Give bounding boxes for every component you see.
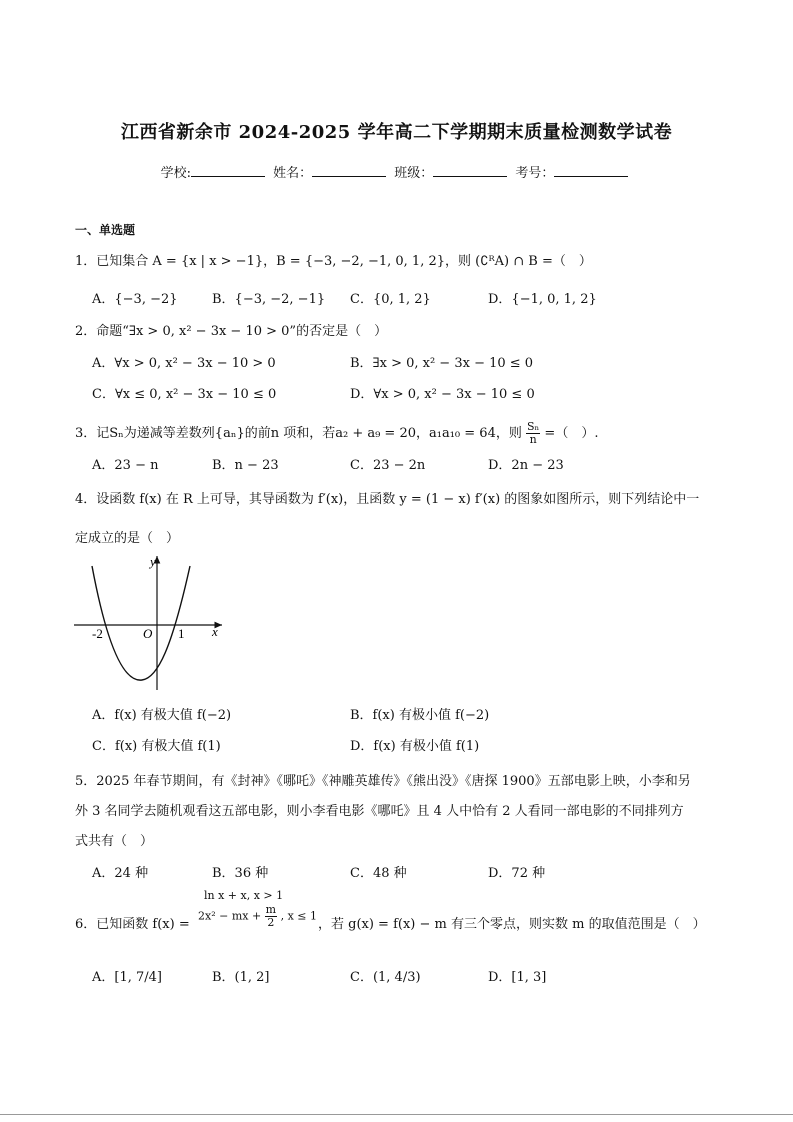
q4-option-a[interactable]: A．f(x) 有极大值 f(−2) xyxy=(92,708,232,723)
q4-option-b[interactable]: B．f(x) 有极小值 f(−2) xyxy=(350,708,490,723)
q4-function-graph xyxy=(70,552,230,692)
tick-label-neg2: -2 xyxy=(92,626,103,641)
question-4-stem-line1: 4．设函数 f(x) 在 R 上可导，其导函数为 f′(x)，且函数 y = (1 − x) f′(x) 的图象如图所示，则下列结论中一 xyxy=(75,492,700,507)
q6-frac-den: 2 xyxy=(267,916,275,929)
x-axis-label: x xyxy=(212,624,218,639)
school-label: 学校: xyxy=(160,166,191,181)
q1-option-c[interactable]: C．{0, 1, 2} xyxy=(350,292,431,307)
question-5-stem-line2: 外 3 名同学去随机观看这五部电影，则小李看电影《哪吒》且 4 人中恰有 2 人看同一部电影的不同排列方 xyxy=(75,804,684,819)
page-bottom-divider xyxy=(0,1114,793,1115)
q3-frac-den: n xyxy=(529,433,537,446)
name-field[interactable] xyxy=(312,164,386,177)
student-info-row xyxy=(0,162,793,181)
y-axis-label: y xyxy=(150,554,156,569)
q3-stem-end: =（ ）. xyxy=(544,426,599,441)
question-2-stem: 2．命题“∃x > 0, x² − 3x − 10 > 0”的否定是（ ） xyxy=(75,324,388,339)
school-field[interactable] xyxy=(191,164,265,177)
q6-option-a[interactable]: A．[1, 7/4] xyxy=(92,970,162,985)
exam-no-field[interactable] xyxy=(554,164,628,177)
class-label: 班级： xyxy=(394,166,434,181)
q3-option-b[interactable]: B．n − 23 xyxy=(212,458,279,473)
q6-piece-1: ln x + x, x > 1 xyxy=(204,889,284,902)
q3-stem-text: 3．记Sₙ为递减等差数列{aₙ}的前n 项和，若a₂ + a₉ = 20，a₁a₁₀ = 64，则 xyxy=(75,426,522,441)
question-5-stem-line1: 5．2025 年春节期间，有《封神》《哪吒》《神雕英雄传》《熊出没》《唐探 1900》五部电影上映，小李和另 xyxy=(75,774,691,789)
name-label: 姓名： xyxy=(273,166,313,181)
q6-option-b[interactable]: B．(1, 2] xyxy=(212,970,270,985)
question-3-stem xyxy=(75,421,598,446)
question-6-stem-start: 6．已知函数 f(x) = xyxy=(75,917,190,932)
q3-frac-num: Sₙ xyxy=(526,420,540,433)
q5-option-a[interactable]: A．24 种 xyxy=(92,866,149,881)
section-title: 一、单选题 xyxy=(75,223,136,237)
q5-option-c[interactable]: C．48 种 xyxy=(350,866,407,881)
q2-option-d[interactable]: D．∀x > 0, x² − 3x − 10 ≤ 0 xyxy=(350,387,535,402)
q2-option-c[interactable]: C．∀x ≤ 0, x² − 3x − 10 ≤ 0 xyxy=(92,387,277,402)
question-5-stem-line3: 式共有（ ） xyxy=(75,834,154,849)
q6-option-d[interactable]: D．[1, 3] xyxy=(488,970,547,985)
question-6-stem-end: ，若 g(x) = f(x) − m 有三个零点，则实数 m 的取值范围是（ ） xyxy=(318,917,706,932)
origin-label: O xyxy=(143,626,153,641)
q2-option-b[interactable]: B．∃x > 0, x² − 3x − 10 ≤ 0 xyxy=(350,356,534,371)
q1-option-d[interactable]: D．{−1, 0, 1, 2} xyxy=(488,292,597,307)
q6-frac-num: m xyxy=(265,903,277,916)
q5-option-d[interactable]: D．72 种 xyxy=(488,866,546,881)
q6-piece-2-frac xyxy=(265,904,277,929)
question-1-stem: 1．已知集合 A = {x | x > −1}，B = {−3, −2, −1, 0, 1, 2}，则 (∁ᴿA) ∩ B =（ ） xyxy=(75,254,592,269)
parabola-curve xyxy=(92,566,190,680)
q4-option-c[interactable]: C．f(x) 有极大值 f(1) xyxy=(92,739,221,754)
question-4-stem-line2: 定成立的是（ ） xyxy=(75,531,180,546)
q6-piece-2-a: 2x² − mx + xyxy=(198,909,262,923)
q1-option-a[interactable]: A．{−3, −2} xyxy=(92,292,178,307)
tick-label-1: 1 xyxy=(178,626,185,641)
q6-piece-2 xyxy=(198,904,317,929)
q6-option-c[interactable]: C．(1, 4/3) xyxy=(350,970,421,985)
q2-option-a[interactable]: A．∀x > 0, x² − 3x − 10 > 0 xyxy=(92,356,276,371)
q5-option-b[interactable]: B．36 种 xyxy=(212,866,269,881)
q6-piecewise xyxy=(198,889,317,929)
q3-option-a[interactable]: A．23 − n xyxy=(92,458,159,473)
q3-option-c[interactable]: C．23 − 2n xyxy=(350,458,426,473)
exam-no-label: 考号： xyxy=(515,166,555,181)
exam-title: 江西省新余市 2024-2025 学年高二下学期期末质量检测数学试卷 xyxy=(120,122,673,143)
q3-option-d[interactable]: D．2n − 23 xyxy=(488,458,564,473)
q1-option-b[interactable]: B．{−3, −2, −1} xyxy=(212,292,326,307)
q6-piece-2-b: , x ≤ 1 xyxy=(280,909,318,923)
q3-fraction xyxy=(526,421,540,446)
class-field[interactable] xyxy=(433,164,507,177)
q4-option-d[interactable]: D．f(x) 有极小值 f(1) xyxy=(350,739,480,754)
